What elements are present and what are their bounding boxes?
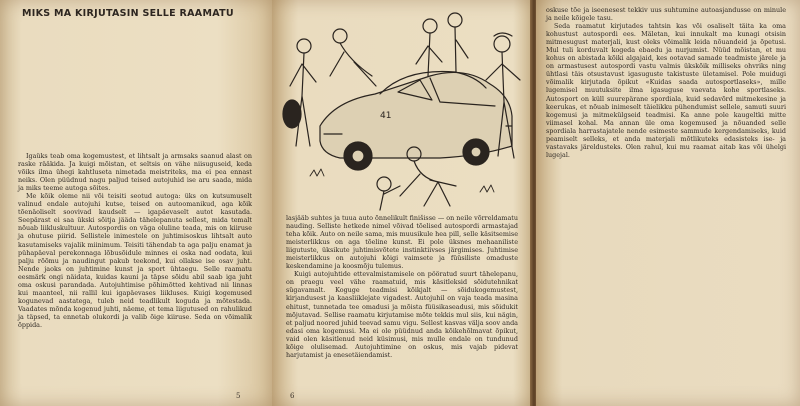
left-page bbox=[0, 0, 272, 406]
chapter-title: MIKS MA KIRJUTASIN SELLE RAAMATU bbox=[22, 8, 234, 19]
left-paragraph-1: Igaüks teab oma kogemustest, et lihtsalt ja armsaks saanud alast on raske rääkida. Ja kuigi mõistan, et seltsis on vähe niisuguseid, keda võiks ilma ühegi kahtluseta nimetada meistriteks, ma ei pea ennast neiks. Olen püüdnud nagu paljud teised autojuhid ise aru saada, mida ja miks teeme autoga sõites. bbox=[18, 152, 252, 193]
left-page-body bbox=[18, 152, 252, 329]
right-page-body bbox=[546, 6, 786, 159]
middle-paragraph-1: lasjääb suhtes ja tuua auto õnnelikult finišisse — on neile võrreldamatu nauding. Selliste hetkede nimel võivad tõelised autospordi armastajad teha kõik. Auto on neile sama, mis muusikule hea pill, selle käsitsemise meisterlikkus on aga tõeline kunst. Ei pole üksnes mehaaniliste liigutuste, üksikute juhtimisvõtete instinktiivses järgimises. Juhtimise meisterlikkus on autojuhi kõigi vaimsete ja füüsiliste omaduste keskendamine ja koosmõju tulemus. bbox=[286, 214, 518, 271]
middle-page-body bbox=[286, 214, 518, 359]
svg-text:41: 41 bbox=[380, 111, 392, 121]
middle-paragraph-2: Kuigi autojuhtide ettevalmistamisele on pööratud suurt tähelepanu, on praegu veel vähe raamatuid, mis käsitleksid sõidutehnikat sügavamalt. Koguge teadmisi kõikjalt — sõidukogemustest, kirjandusest ja kaasliiklejate vigadest. Autojuhil on vaja teada masina ehitust, tunnetada tee omadusi ja mõista füüsikaseadusi, mis sõidukit mõjutavad. Sellise raamatu kirjutamise mõte tekkis mul siis, kui nägin, et paljud noored juhid teevad samu vigu. Sellest kasvas välja soov anda edasi oma kogemusi. Ma ei ole püüdnud anda kõikehõlmavat õpikut, vaid olen käsitlenud neid küsimusi, mis mulle endale on tundunud kõige olulisemad. Autojuhtimine on oskus, mis vajab pidevat harjutamist ja enesetäiendamist. bbox=[286, 270, 518, 359]
right-page bbox=[536, 0, 800, 406]
middle-page bbox=[272, 0, 534, 406]
car-mechanics-illustration bbox=[280, 6, 528, 212]
middle-page-number: 6 bbox=[290, 392, 295, 400]
left-paragraph-2: Me kõik oleme nii või teisiti seotud autoga: üks on kutsumuselt valinud endale autojuhi kutse, teised on autoomanikud, aga kõik tõenäoliselt soovivad kaudselt — igapäevaselt autot kasutada. Seepärast ei saa ükski sõitja jääda tähelepanuta sellest, mida temalt nõuab liikluskultuur. Autospordis on väga oluline teada, mis on kiiruse ja ohutuse piirid. Sellistele inimestele on juhtimisoskus lihtsalt auto kasutamiseks vajalik miinimum. Teisiti tähendab ta aga palju enamat ja pühapäeval perekonnaga lõbusõidule minnes ei oska nad oodata, kui palju rõõmu ja naudingut pakub teekond, kui ollakse ise osav juht. Nende jaoks on juhtimine kunst ja sport ühtaegu. Selle raamatu eesmärk ongi näidata, kuidas kauni ja täpse sõidu abil saab iga juht oma oskusi parandada. Autojuhtimise põhimõtted kehtivad nii linnas kui maanteel, nii rallil kui igapäevases liikluses. Kuigi kogemused kogunevad aastatega, tuleb neid teadlikult koguda ja mõtestada. Vaadates mõnda kogenud juhti, näeme, et tema liigutused on rahulikud ja täpsed, ta ennetab olukordi ja valib õige kiiruse. Seda on võimalik õppida. bbox=[18, 192, 252, 329]
left-page-number: 5 bbox=[236, 392, 241, 400]
right-paragraph-1: oskuse tõe ja iseenesest tekkiv uus suhtumine autoasjandusse on minule ja neile kõigele tasu. bbox=[546, 6, 786, 23]
right-paragraph-2: Seda raamatut kirjutades tahtsin kas või osaliselt täita ka oma kohustust autospordi ees. Mäletan, kui innukalt ma kunagi otsisin mitmesugust materjali, kust oleks võimalik leida nõuandeid ja õpetusi. Mul tuli korduvalt kogeda ebaedu ja nurjumist. Nüüd mõistan, et mu kohus on abistada kõiki algajaid, kes ootavad samade teadmiste järele ja on armastusest autospordi vastu valmis ükskõik milliseks ohvriks ning ühtlasi täis otsustavust igasuguste takistuste ületamisel. Pole muidugi võimalik kirjutada õpikut «Kuidas saada autosportlaseks», mille lugemisel muutuksite ilma igasuguse vaevata kohe sportlaseks. Autosport on küll suurepärane spordiala, kuid sedavõrd mitmekesine ja keerukas, et nõuab inimeselt täielikku pühendumist sellele, samuti suuri kogemusi ja mitmekülgseid teadmisi. Ka anne pole kaugeltki mitte viimasel kohal. Ma annan üle oma kogemused ja nõuanded selle spordiala harrastajatele nende esimeste sammude kergendamiseks, kuid peamiselt selleks, et anda materjali mõtlikuteks edasisteks ise- ja vastavaks järeldusteks. Olen rahul, kui mu raamat aitab kas või ühelgi lugejal. bbox=[546, 22, 786, 159]
